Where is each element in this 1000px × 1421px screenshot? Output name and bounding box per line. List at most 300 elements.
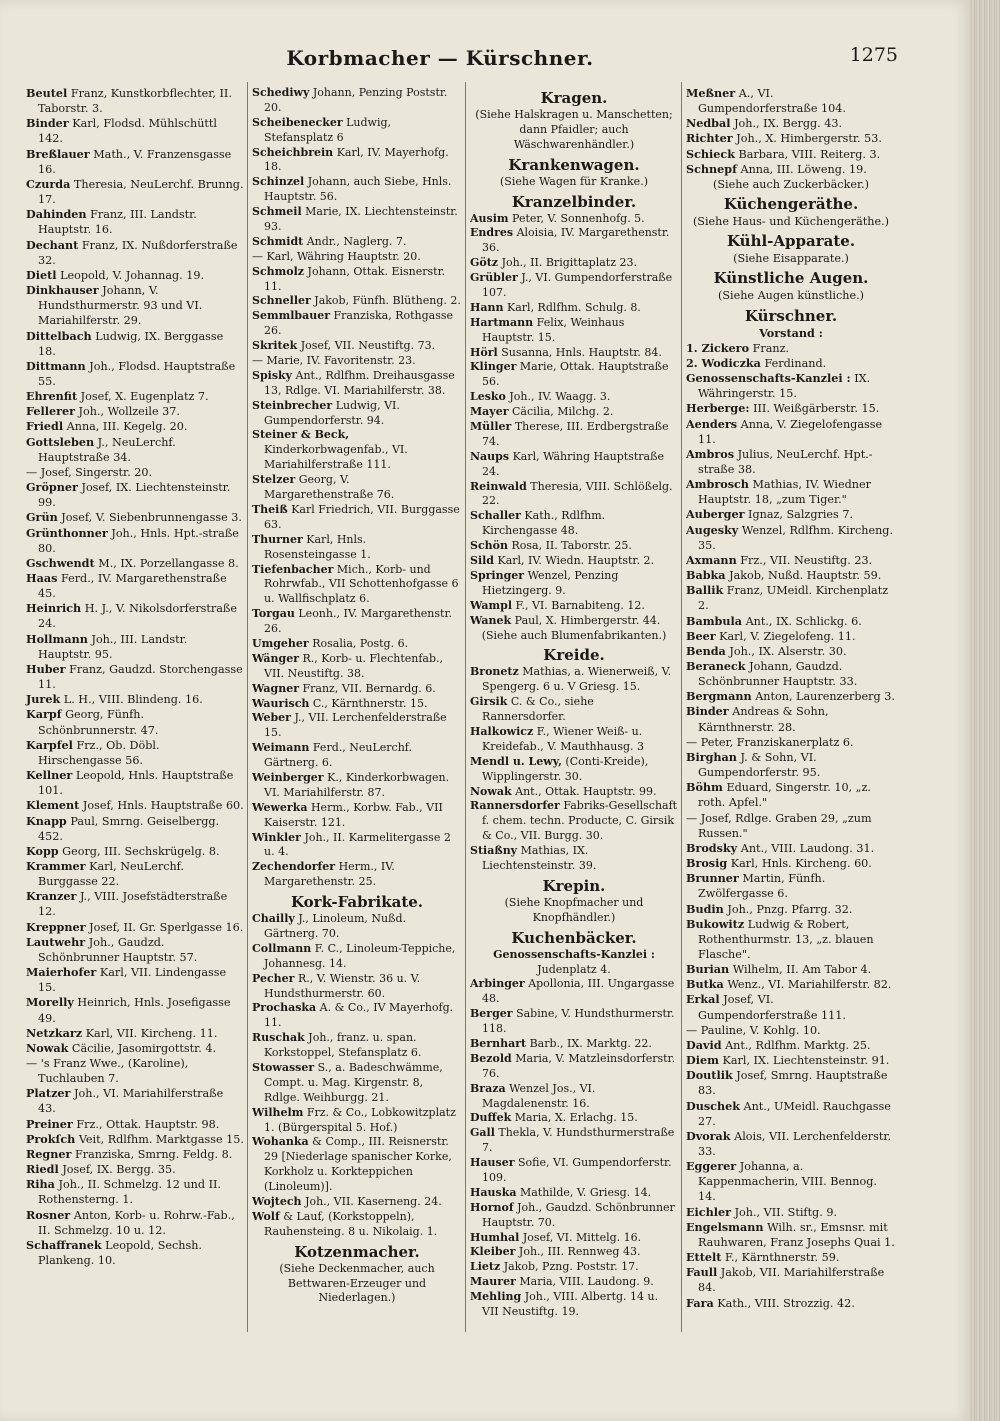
- entry-name: Kopp: [26, 843, 59, 858]
- entry-name: Auberger: [686, 507, 745, 522]
- cross-reference-note: (Siehe Knopfmacher und Knopfhändler.): [504, 895, 644, 924]
- directory-entry: [686, 992, 896, 1022]
- directory-entry: [26, 1238, 244, 1268]
- column-rule: [465, 82, 466, 1332]
- directory-entry: [470, 1156, 678, 1186]
- directory-entry: [26, 329, 244, 359]
- entry-name: Girsik: [470, 695, 508, 709]
- column-3: [470, 86, 678, 1320]
- entry-name: Bambula: [686, 613, 742, 628]
- directory-entry: [686, 401, 896, 416]
- entry-name: Maurer: [470, 1275, 516, 1289]
- section-heading: Kranzelbinder.: [511, 192, 637, 211]
- entry-name: Huber: [26, 661, 66, 676]
- running-title: Korbmacher — Kürschner.: [286, 46, 594, 70]
- entry-name: Schmolz: [252, 264, 305, 278]
- entry-details: Karl, IV. Wiedn. Hauptstr. 2.: [497, 554, 654, 568]
- entry-name: Torgau: [252, 607, 295, 621]
- entry-details: C. & Co., siehe Rannersdorfer.: [482, 695, 594, 724]
- entry-name: Grün: [26, 510, 58, 525]
- entry-name: Morelly: [26, 995, 74, 1010]
- directory-entry: [252, 1031, 462, 1061]
- directory-entry: [252, 1061, 462, 1106]
- entry-details: Josef, VII. Neustiftg. 73.: [300, 339, 436, 353]
- directory-entry: [470, 569, 678, 599]
- entry-name: Meßner: [686, 86, 736, 100]
- directory-entry: [252, 399, 462, 429]
- directory-entry: [686, 659, 896, 689]
- directory-entry: [26, 526, 244, 556]
- entry-name: Dahinden: [26, 207, 87, 222]
- entry-details: Karl, Flodsd. Mühlschüttl 142.: [38, 117, 217, 146]
- entry-details: Joh., III. Rennweg 43.: [518, 1245, 641, 1259]
- entry-name: Schaffranek: [26, 1237, 102, 1252]
- entry-details: Anna, V. Ziegelofengasse 11.: [698, 417, 883, 446]
- page-number: 1275: [849, 44, 898, 66]
- entry-name: Springer: [470, 568, 525, 582]
- entry-details: Joh., Flodsd. Hauptstraße 55.: [38, 359, 236, 388]
- directory-entry: [470, 346, 678, 361]
- section-heading: Kragen.: [540, 89, 608, 107]
- entry-details: Jakob, VII. Mariahilferstraße 84.: [698, 1266, 885, 1295]
- directory-entry: [470, 1037, 678, 1052]
- entry-details: Karl, Hnls. Rosensteingasse 1.: [264, 532, 371, 561]
- entry-name: Beraneck: [686, 659, 746, 673]
- entry-details: Ferd., IV. Margarethenstraße 45.: [38, 572, 227, 601]
- entry-name: Mehling: [470, 1290, 522, 1304]
- entry-name: Spisky: [252, 368, 293, 382]
- directory-entry: [252, 697, 462, 712]
- directory-entry: [252, 294, 462, 309]
- entry-details: Frz., Ottak. Hauptstr. 98.: [76, 1117, 220, 1131]
- directory-entry: [470, 1245, 678, 1260]
- directory-entry: [26, 177, 244, 207]
- directory-entry: [26, 1041, 244, 1056]
- entry-name: Ehrenfit: [26, 389, 78, 404]
- entry-name: Doutlik: [686, 1068, 733, 1083]
- directory-entry: [470, 755, 678, 785]
- directory-entry-continued: — Pauline, V. Kohlg. 10.: [686, 1023, 821, 1037]
- entry-details: Anna, III. Löweng. 19.: [740, 162, 867, 176]
- entry-name: Theiß: [252, 502, 288, 516]
- entry-name: Wagner: [252, 681, 300, 695]
- directory-entry: [252, 473, 462, 503]
- entry-details: Theresia, NeuLerchf. Brunng. 17.: [38, 177, 244, 207]
- entry-details: Johann, auch Siebe, Hnls. Hauptstr. 56.: [264, 175, 452, 204]
- directory-entry: [26, 404, 244, 419]
- entry-name: Eichler: [686, 1204, 731, 1219]
- entry-details: Joh., Pnzg. Pfarrg. 32.: [727, 902, 853, 916]
- entry-details: Maria, X. Erlachg. 15.: [514, 1111, 638, 1125]
- entry-details: Ant., IX. Schlickg. 6.: [745, 614, 862, 628]
- entry-name: Ambros: [686, 446, 734, 461]
- entry-details: Andr., Naglerg. 7.: [306, 234, 407, 248]
- directory-entry: [252, 972, 462, 1002]
- entry-details: Mathias, IV. Wiedner Hauptstr. 18, „zum Tiger.": [698, 478, 871, 507]
- section-heading: Künstliche Augen.: [713, 269, 869, 288]
- entry-name: Gschwendt: [26, 555, 95, 570]
- directory-entry: [26, 844, 244, 859]
- directory-entry: [686, 629, 896, 644]
- entry-details: Ludwig, VI. Gumpendorferstr. 94.: [264, 398, 400, 427]
- entry-details: J. & Sohn, VI. Gumpendorferstr. 95.: [698, 750, 821, 780]
- entry-name: Babka: [686, 568, 726, 583]
- directory-entry: [26, 147, 244, 177]
- entry-name: Lesko: [470, 390, 506, 404]
- entry-details: Therese, III. Erdbergstraße 74.: [482, 420, 669, 448]
- entry-name: Nowak: [470, 784, 512, 798]
- entry-name: Schmeil: [252, 205, 302, 219]
- entry-name: 1. Zickero: [686, 340, 750, 355]
- directory-entry: [252, 1210, 462, 1240]
- directory-entry: [686, 902, 896, 917]
- entry-name: Scheibenecker: [252, 115, 343, 129]
- entry-details: Ferdinand.: [764, 356, 827, 370]
- entry-name: Sild: [470, 554, 494, 568]
- directory-entry: [470, 271, 678, 301]
- entry-name: Benda: [686, 643, 726, 658]
- directory-entry-continued: — Marie, IV. Favoritenstr. 23.: [252, 354, 416, 368]
- entry-name: Brodsky: [686, 840, 738, 855]
- entry-name: Dietl: [26, 267, 57, 282]
- directory-entry: [26, 995, 244, 1025]
- entry-name: Kleiber: [470, 1245, 516, 1259]
- entry-details: F., Wiener Weiß- u. Kreidefab., V. Mauthhausg. 3: [482, 724, 645, 753]
- entry-name: Grübler: [470, 271, 518, 285]
- subheading: Vorstand :: [759, 325, 823, 340]
- entry-details: Paul, Smrng. Geiselbergg. 452.: [38, 814, 220, 843]
- entry-details: Josef, IX. Bergg. 35.: [62, 1163, 176, 1177]
- entry-details: Josef, Hnls. Hauptstraße 60.: [82, 799, 244, 813]
- directory-entry: [686, 523, 896, 553]
- entry-name: Binder: [686, 704, 729, 719]
- entry-details: Ant., Ottak. Hauptstr. 99.: [515, 784, 657, 798]
- entry-details: Rosa, II. Taborstr. 25.: [511, 539, 632, 553]
- entry-details: Wenz., VI. Mariahilferstr. 82.: [727, 978, 892, 992]
- entry-name: Fara: [686, 1295, 714, 1310]
- directory-entry: [686, 704, 896, 734]
- directory-entry: [470, 212, 678, 227]
- entry-details: Frz. & Co., Lobkowitzplatz 1. (Bürgerspital 5. Hof.): [264, 1105, 456, 1134]
- directory-entry: [252, 116, 462, 146]
- directory-entry: [26, 238, 244, 268]
- entry-name: Regner: [26, 1146, 72, 1161]
- directory-entry: [470, 725, 678, 755]
- entry-details: Cäcilia, Milchg. 2.: [512, 405, 614, 419]
- entry-name: Umgeher: [252, 636, 309, 650]
- entry-details: Rosalia, Postg. 6.: [312, 636, 409, 650]
- entry-name: Riedl: [26, 1162, 59, 1177]
- entry-name: Ettelt: [686, 1250, 722, 1265]
- entry-details: Apollonia, III. Ungargasse 48.: [482, 977, 675, 1006]
- entry-name: Gall: [470, 1126, 495, 1140]
- entry-name: Augesky: [686, 522, 739, 537]
- directory-entry: [26, 268, 244, 283]
- entry-name: Hauska: [470, 1185, 517, 1199]
- directory-entry: [686, 568, 896, 583]
- entry-name: Duschek: [686, 1098, 740, 1113]
- entry-details: Mich., Korb- und Rohrwfab., VII Schottenhofgasse 6 u. Wallfischplatz 6.: [264, 562, 459, 606]
- entry-details: Franziska, Smrng. Feldg. 8.: [74, 1147, 233, 1161]
- entry-name: Gottsleben: [26, 434, 95, 449]
- directory-entry: [686, 583, 896, 613]
- entry-details: Karl, IV. Mayerhofg. 18.: [264, 145, 449, 174]
- directory-entry: [686, 962, 896, 977]
- directory-entry: [470, 360, 678, 390]
- entry-name: Wojtech: [252, 1195, 302, 1209]
- entry-details: Ferd., NeuLerchf. Gärtnerg. 6.: [264, 741, 412, 770]
- entry-details: Martin, Fünfh. Zwölfergasse 6.: [698, 872, 826, 901]
- directory-entry: [686, 1220, 896, 1250]
- directory-entry: [252, 428, 462, 473]
- directory-entry: [470, 316, 678, 346]
- entry-name: Tiefenbacher: [252, 562, 334, 576]
- entry-name: Herberge:: [686, 401, 750, 416]
- entry-name: Engelsmann: [686, 1219, 764, 1234]
- directory-entry: [252, 235, 462, 250]
- entry-name: Dittelbach: [26, 328, 92, 343]
- entry-details: Johann, Penzing Poststr. 20.: [264, 86, 448, 114]
- entry-details: Joh., Gaudzd. Schönbrunner Hauptstr. 57.: [38, 935, 198, 964]
- entry-details: F., Kärnthnerstr. 59.: [724, 1251, 840, 1265]
- entry-name: Karpf: [26, 707, 62, 722]
- directory-entry: [252, 86, 462, 116]
- entry-name: Ambrosch: [686, 477, 749, 492]
- entry-name: Bukowitz: [686, 916, 745, 931]
- directory-entry: [686, 614, 896, 629]
- directory-entry: [26, 556, 244, 571]
- entry-details: Karl, NeuLerchf. Burggasse 22.: [38, 859, 184, 889]
- entry-name: Axmann: [686, 552, 737, 567]
- directory-entry: [470, 1052, 678, 1082]
- entry-name: Schnepf: [686, 161, 737, 176]
- directory-entry: [470, 390, 678, 405]
- entry-details: Anna, III. Kegelg. 20.: [66, 420, 188, 434]
- page-header: [0, 40, 970, 80]
- entry-details: Ludwig, Stefansplatz 6: [264, 115, 392, 144]
- entry-name: Schmidt: [252, 234, 304, 248]
- entry-name: Hornof: [470, 1200, 514, 1214]
- entry-details: Peter, V. Sonnenhofg. 5.: [512, 211, 645, 225]
- entry-name: Klement: [26, 798, 80, 813]
- entry-name: Butka: [686, 977, 724, 992]
- entry-details: Joh., II. Brigittaplatz 23.: [501, 256, 637, 270]
- directory-entry: [686, 507, 896, 522]
- entry-name: Dinkhauser: [26, 283, 99, 298]
- entry-details: Alois, VII. Lerchenfelderstr. 33.: [698, 1129, 892, 1158]
- directory-entry: [686, 1099, 896, 1129]
- entry-name: Weinberger: [252, 770, 324, 784]
- directory-entry: [26, 389, 244, 404]
- directory-entry: [686, 86, 896, 116]
- directory-entry: [686, 477, 896, 507]
- entry-name: Bronetz: [470, 665, 519, 679]
- entry-name: Böhm: [686, 780, 723, 795]
- entry-name: Stelzer: [252, 473, 296, 487]
- directory-entry: [252, 682, 462, 697]
- directory-entry: [26, 662, 244, 692]
- section-heading: Kühl-Apparate.: [726, 232, 856, 251]
- entry-name: Fellerer: [26, 404, 75, 419]
- directory-entry: [686, 371, 896, 401]
- entry-details: Veit, Rdlfhm. Marktgasse 15.: [78, 1132, 244, 1146]
- entry-name: Birghan: [686, 749, 737, 764]
- entry-details: Ludwig & Robert, Rothenthurmstr. 13, „z. blauen Flasche".: [698, 917, 874, 961]
- directory-entry: [252, 801, 462, 831]
- entry-name: Grünthonner: [26, 525, 108, 540]
- entry-name: Stowasser: [252, 1061, 315, 1074]
- directory-entry: [470, 665, 678, 695]
- entry-name: Reinwald: [470, 479, 527, 493]
- entry-details: Thekla, V. Hundsthurmerstraße 7.: [482, 1126, 675, 1155]
- entry-name: Dechant: [26, 237, 79, 252]
- entry-details: III. Weißgärberstr. 15.: [753, 402, 880, 416]
- directory-entry: [252, 771, 462, 801]
- entry-details: Fabriks-Gesellschaft f. chem. techn. Producte, C. Girsik & Co., VII. Burgg. 30.: [482, 799, 678, 843]
- directory-entry: [252, 265, 462, 295]
- entry-details: Johanna, a. Kappenmacherin, VIII. Bennog. 14.: [698, 1160, 877, 1204]
- directory-entry: [26, 510, 244, 525]
- entry-name: Wilhelm: [252, 1105, 304, 1119]
- entry-details: Eduard, Singerstr. 10, „z. roth. Apfel.": [698, 781, 871, 810]
- directory-entry-continued: — Josef, Singerstr. 20.: [26, 465, 153, 479]
- entry-details: Barb., IX. Marktg. 22.: [529, 1036, 652, 1050]
- directory-entry: [686, 447, 896, 477]
- entry-details: Johann, V. Hundsthurmerstr. 93 und VI. Mariahilferstr. 29.: [38, 284, 203, 328]
- section-heading: Kürschner.: [744, 306, 838, 325]
- directory-entry: [470, 256, 678, 271]
- entry-name: Klinger: [470, 360, 517, 374]
- subheading: Genossenschafts-Kanzlei :: [493, 947, 655, 961]
- entry-details: Frz., Ob. Döbl. Hirschengasse 56.: [38, 738, 160, 767]
- entry-name: Schön: [470, 539, 508, 553]
- entry-name: Wolf: [252, 1209, 280, 1223]
- entry-name: Bergmann: [686, 689, 752, 704]
- entry-details: Joh., IV. Waagg. 3.: [509, 390, 611, 404]
- directory-entry: [26, 707, 244, 737]
- entry-details: Aloisia, IV. Margarethenstr. 36.: [482, 226, 670, 255]
- directory-entry: [470, 1126, 678, 1156]
- entry-details: Josef, IX. Liechtensteinstr. 99.: [38, 481, 231, 510]
- cross-reference-note: (Siehe auch Blumenfabrikanten.): [481, 628, 667, 642]
- entry-details: J., VI. Gumpendorferstraße 107.: [482, 271, 673, 300]
- entry-name: Kreppner: [26, 919, 86, 934]
- entry-details: Joh., Gaudzd. Schönbrunner Hauptstr. 70.: [482, 1200, 675, 1229]
- entry-details: Wilh. sr., Emsnsr. mit Rauhwaren, Franz Josephs Quai 1.: [698, 1220, 895, 1249]
- directory-entry: [470, 1111, 678, 1126]
- directory-entry: [26, 435, 244, 465]
- column-rule: [681, 82, 682, 1332]
- directory-entry-continued: — Karl, Währing Hauptstr. 20.: [252, 249, 421, 263]
- entry-details: Johann, Gaudzd. Schönbrunner Hauptstr. 33.: [698, 660, 858, 689]
- directory-entry: [470, 977, 678, 1007]
- entry-details: Joh., III. Landstr. Hauptstr. 95.: [38, 632, 188, 661]
- entry-details: J., VIII. Josefstädterstraße 12.: [38, 890, 228, 919]
- directory-entry: [470, 1201, 678, 1231]
- directory-entry: [252, 711, 462, 741]
- entry-name: Prochaska: [252, 1001, 317, 1015]
- entry-details: Kath., Rdlfhm. Kirchengasse 48.: [482, 509, 606, 538]
- entry-details: J., NeuLerchf. Hauptstraße 34.: [38, 435, 176, 464]
- entry-details: H. J., V. Nikolsdorferstraße 24.: [38, 602, 238, 631]
- entry-details: Theresia, VIII. Schlößelg. 22.: [482, 479, 673, 508]
- entry-details: Franz, UMeidl. Kirchenplatz 2.: [698, 584, 889, 613]
- directory-entry: [252, 1106, 462, 1136]
- entry-name: Gröpner: [26, 480, 78, 495]
- entry-name: Wohanka: [252, 1135, 309, 1149]
- entry-name: Semmlbauer: [252, 309, 331, 323]
- directory-entry: [252, 503, 462, 533]
- directory-entry: [26, 1208, 244, 1238]
- entry-name: Karpfel: [26, 737, 73, 752]
- directory-entry: [686, 1068, 896, 1098]
- entry-details: Sabine, V. Hundsthurmerstr. 118.: [482, 1007, 675, 1036]
- entry-details: Joh., VIII. Albertg. 14 u. VII Neustiftg. 19.: [482, 1290, 659, 1319]
- entry-details: Felix, Weinhaus Hauptstr. 15.: [482, 315, 625, 344]
- entry-name: Naups: [470, 449, 510, 463]
- directory-entry: [686, 856, 896, 871]
- directory-entry: [26, 1086, 244, 1116]
- entry-name: 2. Wodiczka: [686, 355, 761, 370]
- cross-reference-note: (Siehe Augen künstliche.): [717, 289, 865, 303]
- entry-details: Kinderkorbwagenfab., VI. Mariahilferstraße 111.: [264, 443, 408, 472]
- entry-name: Beutel: [26, 86, 68, 100]
- entry-name: Brosig: [686, 856, 728, 871]
- directory-entry: [252, 942, 462, 972]
- cross-reference-note: (Siehe Eisapparate.): [733, 252, 849, 266]
- directory-entry: [26, 738, 244, 768]
- entry-details: Leopold, Sechsh. Plankeng. 10.: [38, 1238, 202, 1268]
- directory-entry: [686, 1129, 896, 1159]
- entry-name: Halkowicz: [470, 724, 534, 738]
- entry-details: Joh., IX. Bergg. 43.: [734, 117, 843, 131]
- directory-entry: [686, 147, 896, 162]
- entry-name: Ballik: [686, 583, 724, 598]
- entry-name: Hann: [470, 300, 504, 314]
- directory-entry: [686, 750, 896, 780]
- directory-entry: [470, 480, 678, 510]
- entry-details: Georg, Fünfh. Schönbrunnerstr. 47.: [38, 708, 159, 737]
- entry-name: Dittmann: [26, 358, 86, 373]
- entry-name: Netzkarz: [26, 1025, 83, 1040]
- entry-name: Nedbal: [686, 116, 731, 131]
- directory-entry: [470, 509, 678, 539]
- entry-details: Cäcilie, Jasomirgottstr. 4.: [71, 1041, 217, 1055]
- entry-name: Hörl: [470, 345, 498, 359]
- entry-name: Wanek: [470, 613, 512, 627]
- directory-entry: [26, 1147, 244, 1162]
- entry-details: Leopold, V. Johannag. 19.: [60, 268, 205, 282]
- directory-entry: [686, 644, 896, 659]
- entry-name: Eggerer: [686, 1159, 737, 1174]
- entry-details: Joh., franz. u. span. Korkstoppel, Stefansplatz 6.: [264, 1031, 422, 1060]
- directory-entry: [686, 1296, 896, 1311]
- entry-details: Franz, VII. Bernardg. 6.: [302, 681, 436, 695]
- directory-entry: [252, 1195, 462, 1210]
- entry-details: Ant., VIII. Laudong. 31.: [740, 841, 875, 855]
- entry-details: Josef, VI. Mittelg. 16.: [522, 1230, 642, 1244]
- entry-name: Skritek: [252, 339, 298, 353]
- entry-details: Mathias, IX. Liechtensteinstr. 39.: [482, 844, 597, 872]
- entry-details: Kath., VIII. Strozzig. 42.: [717, 1296, 855, 1310]
- entry-name: Wewerka: [252, 800, 308, 814]
- directory-entry: [252, 309, 462, 339]
- directory-entry: [686, 1205, 896, 1220]
- directory-entry: [470, 539, 678, 554]
- entry-details: R., V. Wienstr. 36 u. V. Hundsthurmerstr. 60.: [264, 971, 421, 1000]
- entry-details: Mathias, a. Wienerweiß, V. Spengerg. 6 u. V Griesg. 15.: [482, 665, 672, 694]
- entry-details: Ant., Rdlfhm. Marktg. 25.: [725, 1038, 871, 1052]
